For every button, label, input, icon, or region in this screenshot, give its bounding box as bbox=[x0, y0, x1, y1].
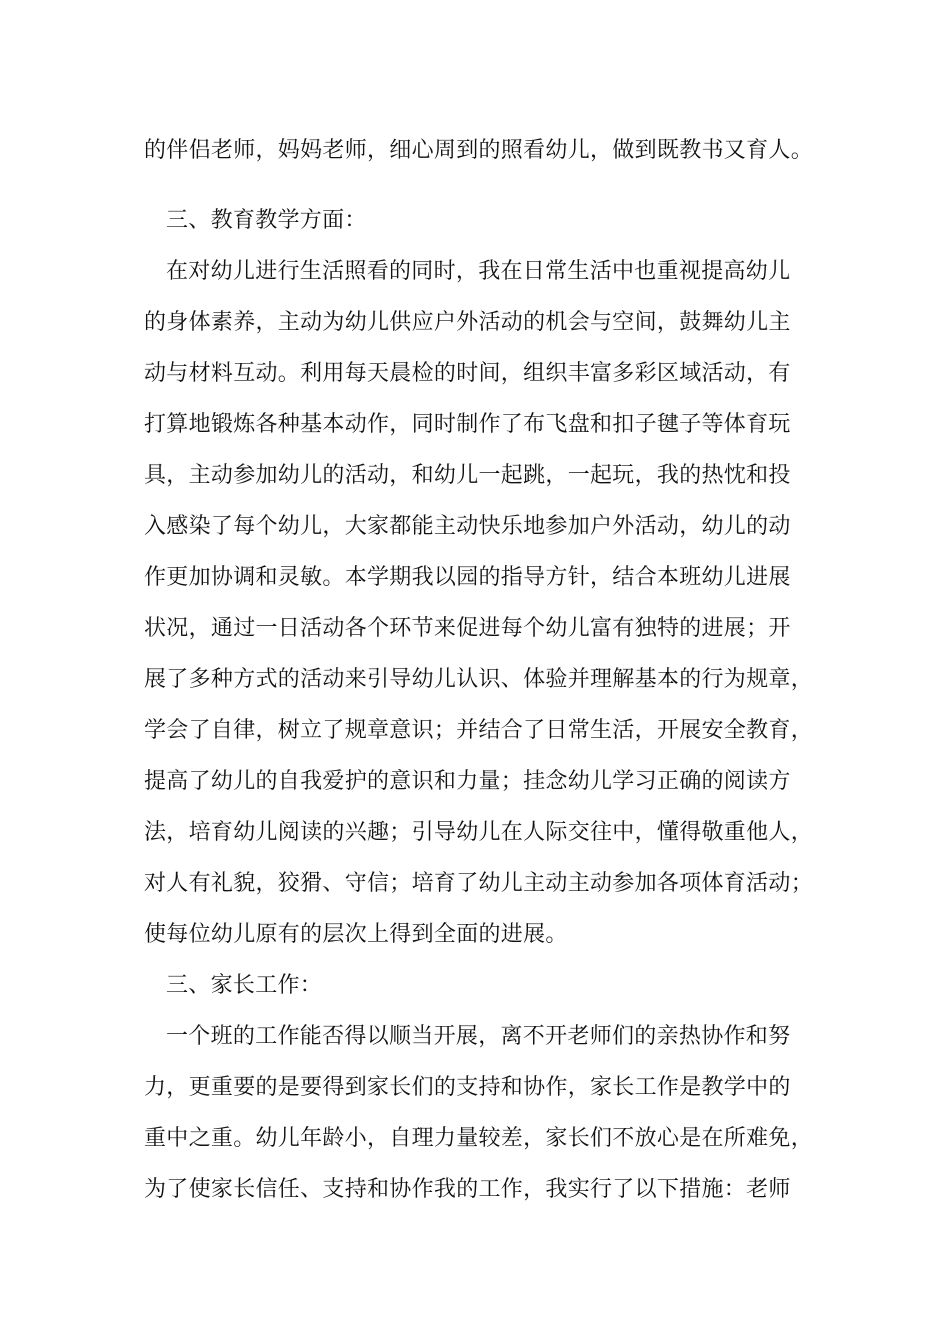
paragraph-line: 的身体素养，主动为幼儿供应户外活动的机会与空间，鼓舞幼儿主 bbox=[144, 310, 791, 335]
section-heading: 三、教育教学方面： bbox=[166, 208, 367, 233]
paragraph-line: 对人有礼貌，狡猾、守信；培育了幼儿主动主动参加各项体育活动； bbox=[144, 871, 814, 896]
paragraph-line: 一个班的工作能否得以顺当开展，离不开老师们的亲热协作和努 bbox=[166, 1024, 791, 1049]
paragraph-line: 法，培育幼儿阅读的兴趣；引导幼儿在人际交往中，懂得敬重他人， bbox=[144, 820, 814, 845]
paragraph-line: 状况，通过一日活动各个环节来促进每个幼儿富有独特的进展；开 bbox=[144, 616, 791, 641]
paragraph-line: 重中之重。幼儿年龄小，自理力量较差，家长们不放心是在所难免， bbox=[144, 1126, 814, 1151]
paragraph-line: 作更加协调和灵敏。本学期我以园的指导方针，结合本班幼儿进展 bbox=[144, 565, 791, 590]
paragraph-line: 学会了自律，树立了规章意识；并结合了日常生活，开展安全教育， bbox=[144, 718, 814, 743]
paragraph-line: 展了多种方式的活动来引导幼儿认识、体验并理解基本的行为规章， bbox=[144, 667, 814, 692]
paragraph-line: 提高了幼儿的自我爱护的意识和力量；挂念幼儿学习正确的阅读方 bbox=[144, 769, 791, 794]
paragraph-line: 入感染了每个幼儿，大家都能主动快乐地参加户外活动，幼儿的动 bbox=[144, 514, 791, 539]
paragraph-line: 打算地锻炼各种基本动作，同时制作了布飞盘和扣子毽子等体育玩 bbox=[144, 412, 791, 437]
paragraph-line: 使每位幼儿原有的层次上得到全面的进展。 bbox=[144, 922, 568, 947]
paragraph-line: 的伴侣老师，妈妈老师，细心周到的照看幼儿，做到既教书又育人。 bbox=[144, 138, 814, 163]
paragraph-line: 力，更重要的是要得到家长们的支持和协作，家长工作是教学中的 bbox=[144, 1075, 791, 1100]
paragraph-line: 动与材料互动。利用每天晨检的时间，组织丰富多彩区域活动，有 bbox=[144, 361, 791, 386]
paragraph-line: 为了使家长信任、支持和协作我的工作，我实行了以下措施：老师 bbox=[144, 1177, 791, 1202]
paragraph-line: 具，主动参加幼儿的活动，和幼儿一起跳，一起玩，我的热忱和投 bbox=[144, 463, 791, 488]
paragraph-line: 在对幼儿进行生活照看的同时，我在日常生活中也重视提高幼儿 bbox=[166, 259, 791, 284]
section-heading: 三、家长工作： bbox=[166, 973, 323, 998]
